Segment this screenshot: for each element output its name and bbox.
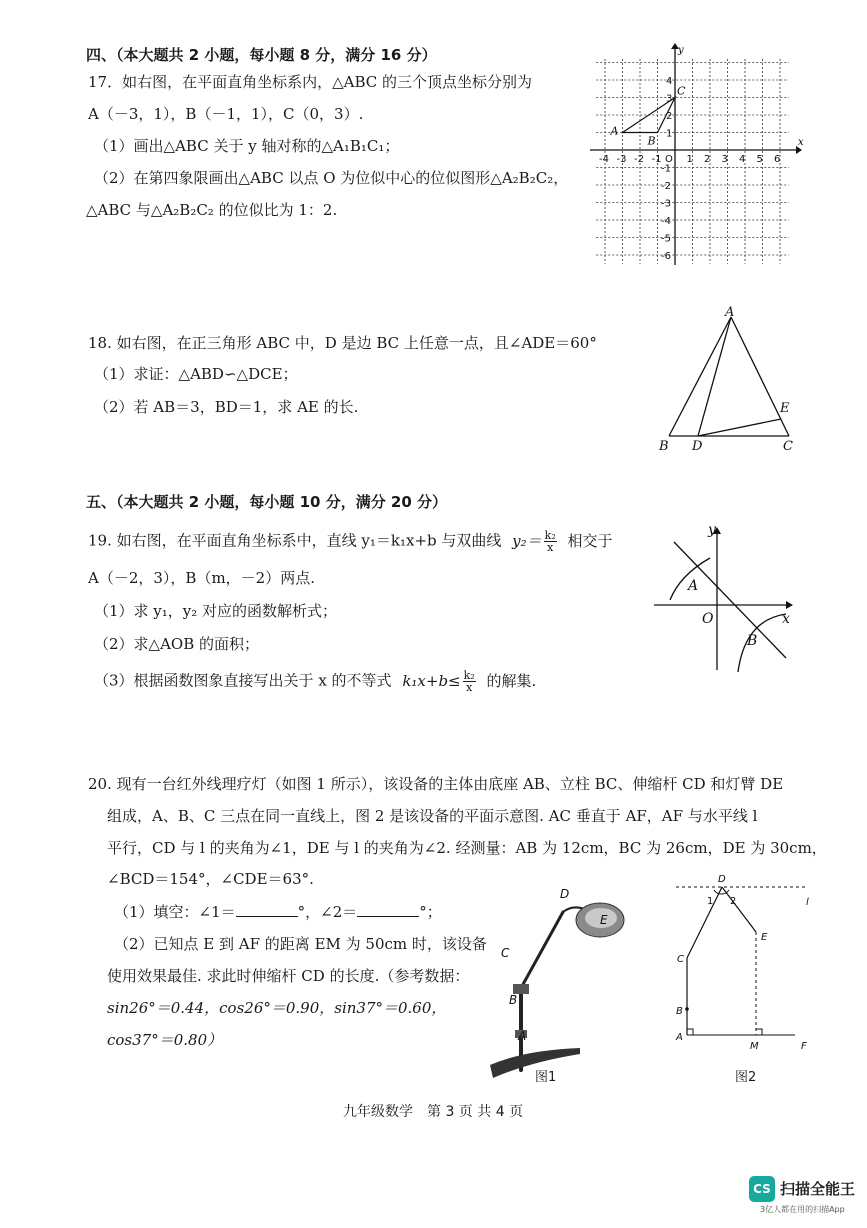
q18-part1: （1）求证：△ABD∽△DCE； <box>94 365 298 383</box>
q17-y-axis-label: y <box>678 45 684 56</box>
q17-y-tick-label: -5 <box>661 233 671 245</box>
q18-label-d: D <box>692 439 703 454</box>
q19-fraction <box>544 530 557 553</box>
q20-fig1-label-a: A <box>518 1029 527 1043</box>
q17-y-tick-label: -3 <box>661 198 671 210</box>
q20-part1 <box>114 902 442 922</box>
q17-x-tick-label: -3 <box>616 154 627 165</box>
q19-part2: （2）求△AOB 的面积； <box>94 635 260 653</box>
q19-line1-end: 相交于 <box>567 531 613 550</box>
q17-x-tick-label: 5 <box>756 154 763 165</box>
q20-fig2-label-f: F <box>801 1041 807 1052</box>
q17-y-tick-label: 1 <box>666 128 673 140</box>
q20-part1-mid: °，∠2＝ <box>297 903 358 921</box>
q19-origin-label: O <box>702 611 714 627</box>
q17-y-tick-label: 3 <box>666 93 673 105</box>
q19-part1: （1）求 y₁，y₂ 对应的函数解析式； <box>94 602 338 620</box>
q19-frac-num: k₂ <box>544 529 556 542</box>
q18-line1: 18. 如右图，在正三角形 ABC 中，D 是边 BC 上任意一点，且∠ADE＝60° <box>88 334 597 352</box>
q20-part1-text: （1）填空：∠1＝ <box>114 903 236 921</box>
q19-point-a-label: A <box>688 578 699 594</box>
q20-figure2-caption: 图2 <box>735 1070 757 1085</box>
section4-heading: 四、（本大题共 2 小题，每小题 8 分，满分 16 分） <box>86 46 437 64</box>
q20-fig1-label-d: D <box>560 887 570 901</box>
q19-frac-den: x <box>547 541 554 554</box>
q18-label-a: A <box>725 305 735 320</box>
q18-triangle-figure <box>655 305 805 455</box>
q20-part1-end: °； <box>419 903 442 921</box>
q17-x-tick-label: -4 <box>599 154 609 165</box>
scanner-app-tagline: 3亿人都在用的扫描App <box>760 1205 845 1214</box>
q19-y-label: y <box>708 522 716 538</box>
q20-fig2-label-b: B <box>676 1006 683 1017</box>
q20-figure1-lamp <box>485 880 615 1090</box>
q20-fig2-label-e: E <box>761 932 768 943</box>
q19-function-graph <box>650 520 800 675</box>
q17-line1: 17．如右图，在平面直角坐标系内，△ABC 的三个顶点坐标分别为 <box>88 73 533 91</box>
q19-x-label: x <box>782 611 790 627</box>
q17-y-tick-label: -2 <box>661 181 671 192</box>
q19-part3-fraction <box>463 670 476 693</box>
q20-fig2-label-m: M <box>750 1041 759 1052</box>
q20-line2: 组成，A、B、C 三点在同一直线上，图 2 是该设备的平面示意图. AC 垂直于 AF，AF 与水平线 l <box>107 807 758 825</box>
q19-part3-frac-den: x <box>466 681 473 694</box>
q17-part1: （1）画出△ABC 关于 y 轴对称的△A₁B₁C₁； <box>94 137 400 155</box>
q17-line2: A（－3，1），B（－1，1），C（0，3）. <box>88 105 364 123</box>
q18-part2: （2）若 AB＝3，BD＝1，求 AE 的长. <box>94 398 359 416</box>
q17-x-tick-label: 3 <box>721 154 728 165</box>
q17-y-tick-label: -1 <box>661 163 671 175</box>
q18-label-c: C <box>783 439 793 454</box>
q20-figure2-schematic <box>672 868 832 1053</box>
q19-part3-frac-num: k₂ <box>463 669 475 682</box>
q19-part3 <box>94 670 536 693</box>
q20-line3: 平行，CD 与 l 的夹角为∠1，DE 与 l 的夹角为∠2. 经测量：AB 为 12cm，BC 为 26cm，DE 为 30cm， <box>107 839 827 857</box>
q20-fig1-label-e: E <box>600 913 608 927</box>
q19-point-b-label: B <box>747 633 758 649</box>
q17-y-tick-label: -4 <box>661 216 671 227</box>
q17-part2a: （2）在第四象限画出△ABC 以点 O 为位似中心的位似图形△A₂B₂C₂， <box>94 169 569 187</box>
q20-fig2-angle2: 2 <box>730 896 737 907</box>
q18-label-b: B <box>659 439 669 454</box>
q17-part2b: △ABC 与△A₂B₂C₂ 的位似比为 1：2. <box>86 201 338 219</box>
q20-fig1-label-b: B <box>509 993 518 1007</box>
scanner-app-name: 扫描全能王 <box>780 1180 856 1198</box>
q17-x-tick-label: -1 <box>651 154 662 165</box>
q19-y2: y₂＝ <box>512 531 542 550</box>
q17-x-tick-label: 6 <box>774 154 781 165</box>
q18-label-e: E <box>780 401 790 416</box>
q17-vertex-label-c: C <box>677 84 686 98</box>
q20-line1: 20. 现有一台红外线理疗灯（如图 1 所示），该设备的主体由底座 AB、立柱 BC、伸缩杆 CD 和灯臂 DE <box>88 775 784 793</box>
q17-vertex-label-b: B <box>647 134 656 148</box>
q20-line4: ∠BCD＝154°，∠CDE＝63°. <box>107 870 314 888</box>
q20-blank-angle1 <box>236 902 298 917</box>
q20-fig2-label-a: A <box>676 1032 683 1043</box>
q20-fig1-label-c: C <box>501 946 510 960</box>
q17-y-tick-label: 4 <box>666 76 673 87</box>
q19-part3-expr: k₁x+b≤ <box>402 671 461 690</box>
q17-y-tick-label: -6 <box>661 251 671 262</box>
q20-fig2-label-l: l <box>806 897 809 908</box>
q20-part2c: sin26°＝0.44，cos26°＝0.90，sin37°＝0.60， <box>107 999 447 1017</box>
q20-part2b: 使用效果最佳. 求此时伸缩杆 CD 的长度.（参考数据： <box>107 967 470 985</box>
q17-x-tick-label: O <box>665 154 673 165</box>
page-footer: 九年级数学 第 3 页 共 4 页 <box>343 1104 524 1120</box>
q19-line1 <box>88 530 613 553</box>
section5-heading: 五、（本大题共 2 小题，每小题 10 分，满分 20 分） <box>86 493 448 511</box>
q20-fig2-label-c: C <box>677 954 684 965</box>
q20-part2d: cos37°＝0.80） <box>107 1031 223 1049</box>
q19-line2: A（－2，3），B（m，－2）两点. <box>88 569 315 587</box>
q17-y-tick-label: 2 <box>666 111 673 122</box>
q20-blank-angle2 <box>357 902 419 917</box>
q20-fig2-label-d: D <box>718 874 726 885</box>
q17-x-tick-label: -2 <box>634 154 644 165</box>
q17-x-axis-label: x <box>798 137 804 148</box>
q20-fig2-angle1: 1 <box>707 896 714 907</box>
q17-x-tick-label: 1 <box>686 154 693 165</box>
scanner-logo-icon: CS <box>749 1176 775 1202</box>
q19-line1-text: 19. 如右图，在平面直角坐标系中，直线 y₁＝k₁x+b 与双曲线 <box>88 531 502 550</box>
q17-x-tick-label: 2 <box>704 154 711 165</box>
q17-vertex-label-a: A <box>610 124 619 138</box>
q20-figure1-caption: 图1 <box>535 1070 557 1085</box>
q19-part3-end: 的解集. <box>486 671 537 690</box>
q17-coordinate-grid <box>590 45 810 270</box>
q19-part3-text: （3）根据函数图象直接写出关于 x 的不等式 <box>94 671 392 690</box>
q20-part2a: （2）已知点 E 到 AF 的距离 EM 为 50cm 时，该设备 <box>114 935 487 953</box>
q17-x-tick-label: 4 <box>739 154 746 165</box>
